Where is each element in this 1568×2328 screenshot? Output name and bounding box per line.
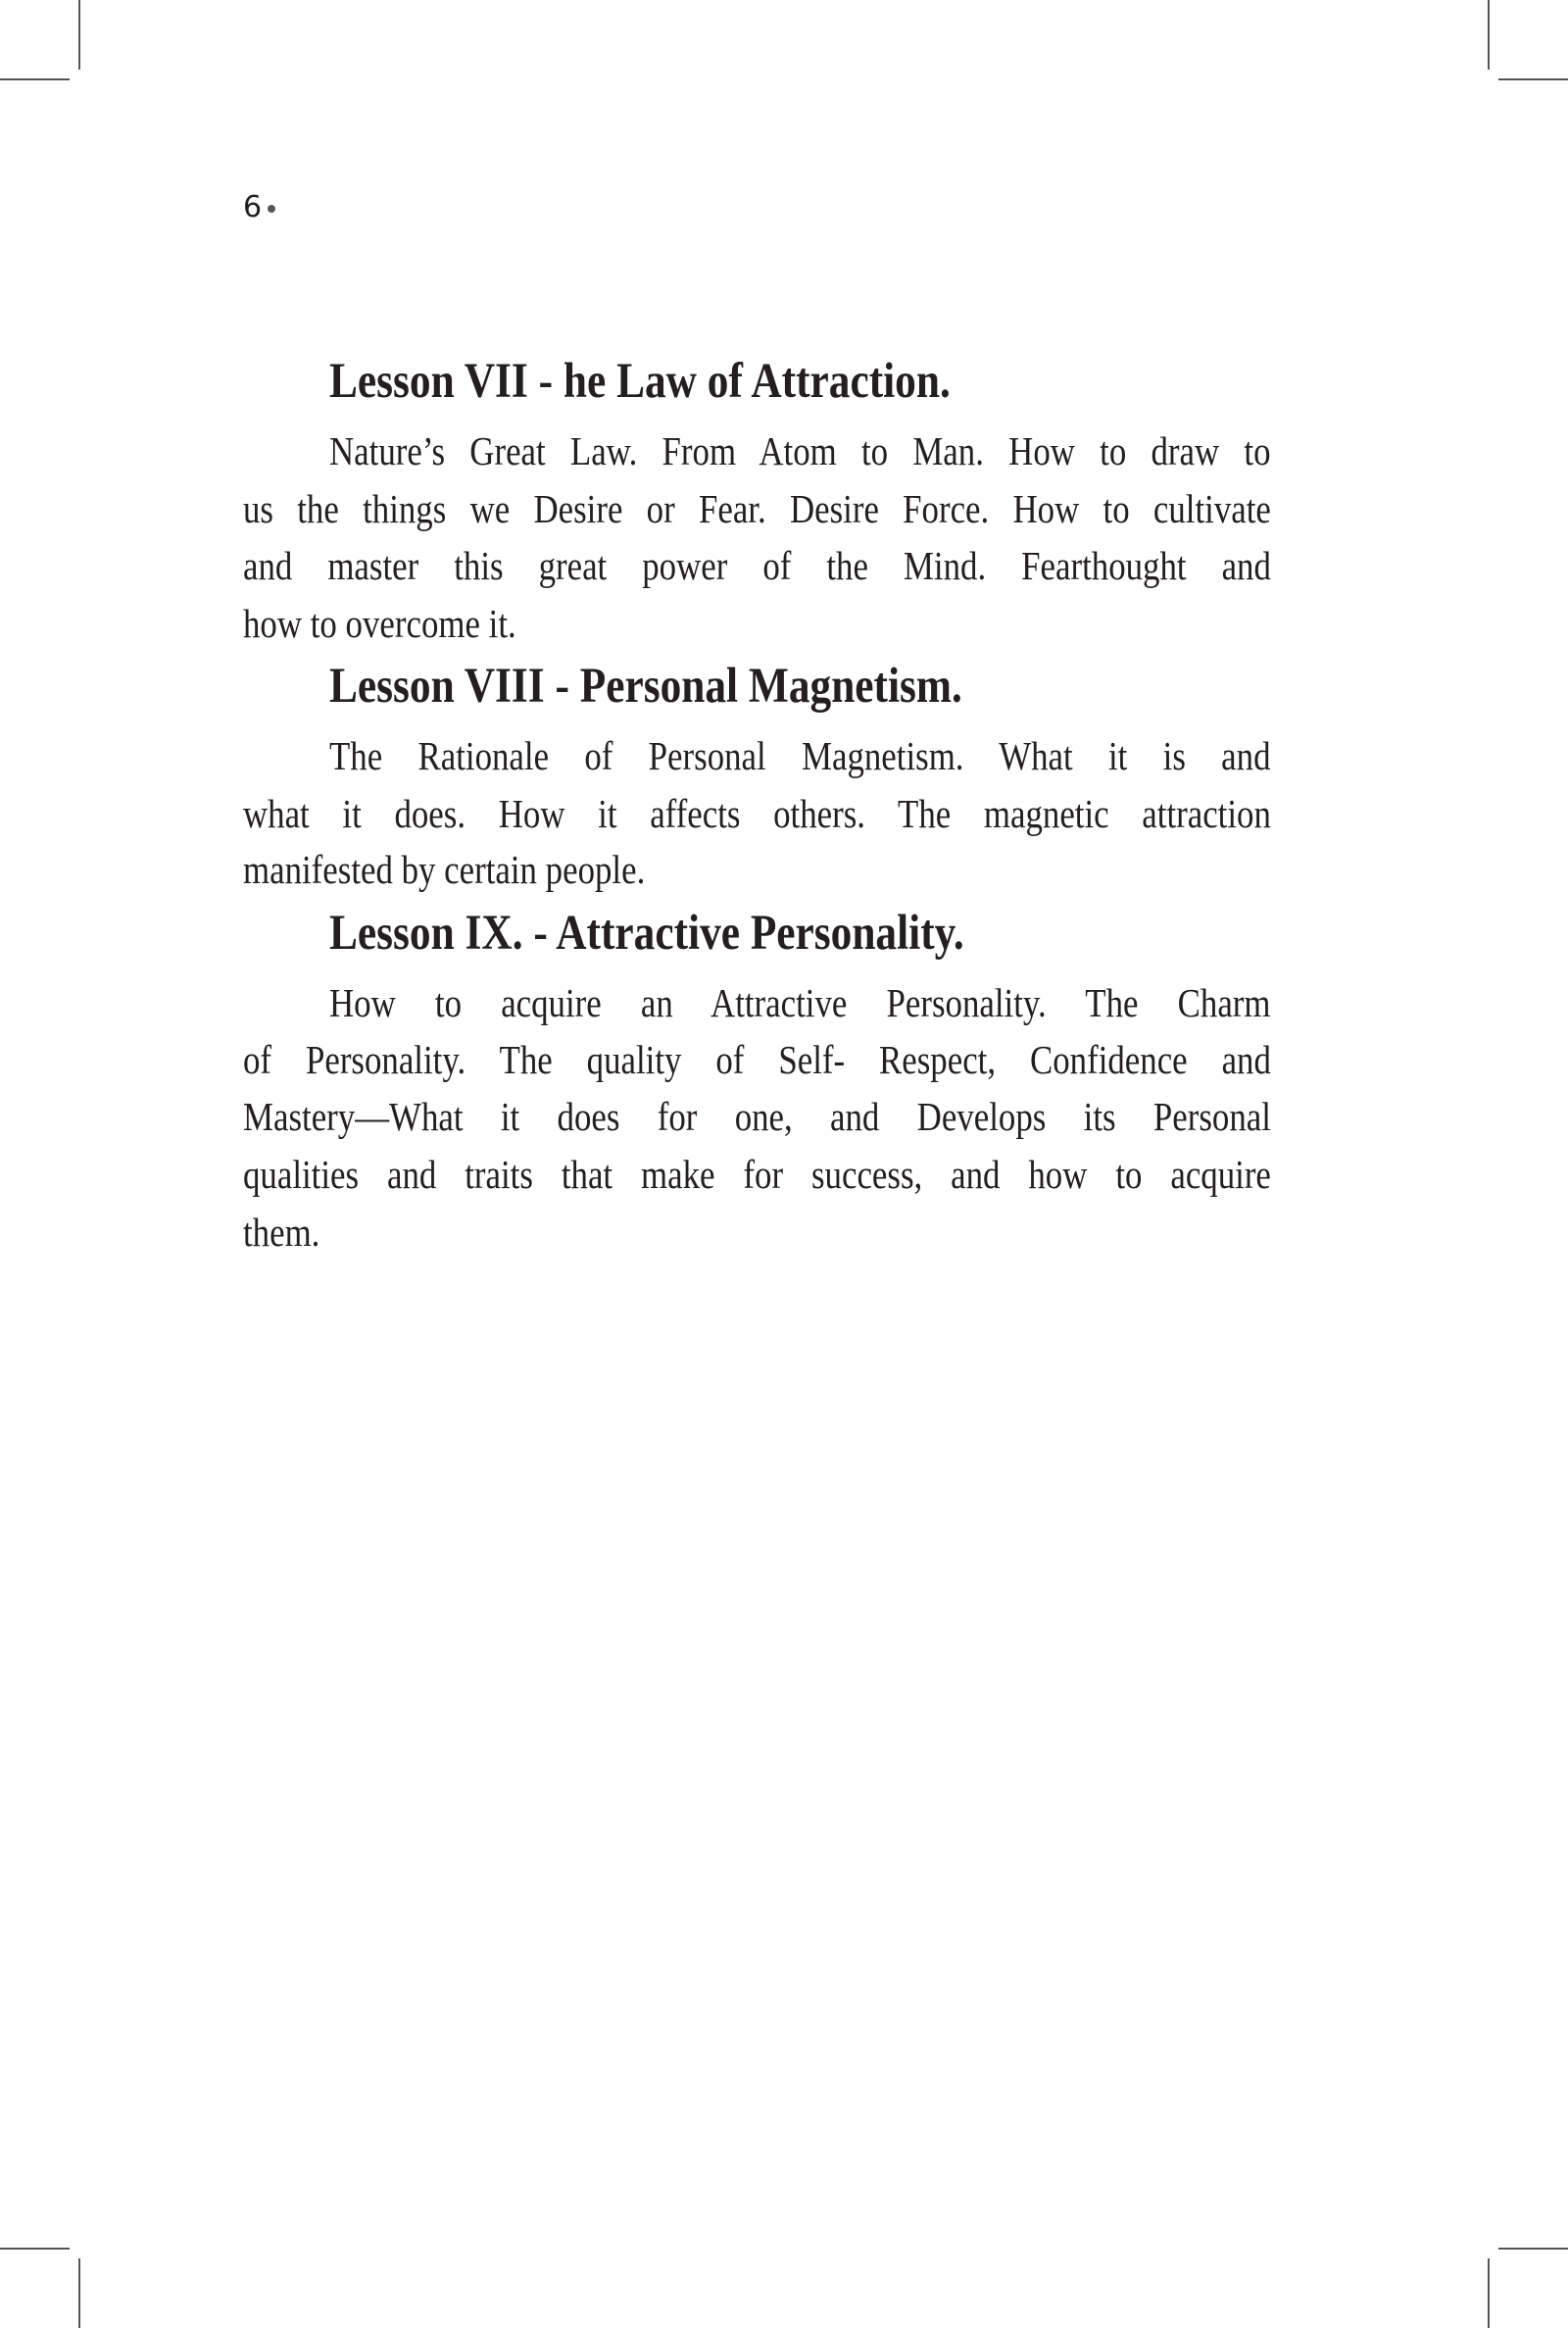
crop-mark-bottom-left-horizontal <box>0 2248 70 2250</box>
crop-mark-bottom-left-vertical <box>78 2258 80 2328</box>
paragraph-line: what it does. How it affects others. The magnetic attraction <box>243 791 1271 836</box>
paragraph-line: them. <box>243 1210 320 1255</box>
crop-mark-top-left-horizontal <box>0 78 70 80</box>
paragraph-line: how to overcome it. <box>243 601 516 646</box>
paragraph-line: and master this great power of the Mind. Fearthought and <box>243 543 1271 588</box>
crop-mark-bottom-right-horizontal <box>1498 2248 1568 2250</box>
page-number <box>243 189 275 226</box>
page-number-text: 6 <box>243 190 263 224</box>
paragraph-line: qualities and traits that make for success, and how to acquire <box>243 1152 1271 1197</box>
crop-mark-top-right-vertical <box>1488 0 1490 70</box>
paragraph-line: of Personality. The quality of Self- Respect, Confidence and <box>243 1037 1271 1082</box>
paragraph-line: Nature’s Great Law. From Atom to Man. How to draw to <box>329 428 1271 473</box>
crop-mark-bottom-right-vertical <box>1488 2258 1490 2328</box>
paragraph-line: The Rationale of Personal Magnetism. What it is and <box>329 733 1271 778</box>
lesson-heading: Lesson VIII - Personal Magnetism. <box>329 659 962 714</box>
paragraph-line: Mastery—What it does for one, and Develops its Personal <box>243 1094 1271 1139</box>
paragraph-line: manifested by certain people. <box>243 847 646 892</box>
paragraph-line: How to acquire an Attractive Personality. The Charm <box>329 980 1271 1025</box>
lesson-heading: Lesson VII - he Law of Attraction. <box>329 354 951 409</box>
crop-mark-top-right-horizontal <box>1498 78 1568 80</box>
crop-mark-top-left-vertical <box>78 0 80 70</box>
paragraph-line: us the things we Desire or Fear. Desire Force. How to cultivate <box>243 486 1271 531</box>
lesson-heading: Lesson IX. - Attractive Personality. <box>329 906 964 961</box>
bullet-dot-icon <box>268 205 275 213</box>
